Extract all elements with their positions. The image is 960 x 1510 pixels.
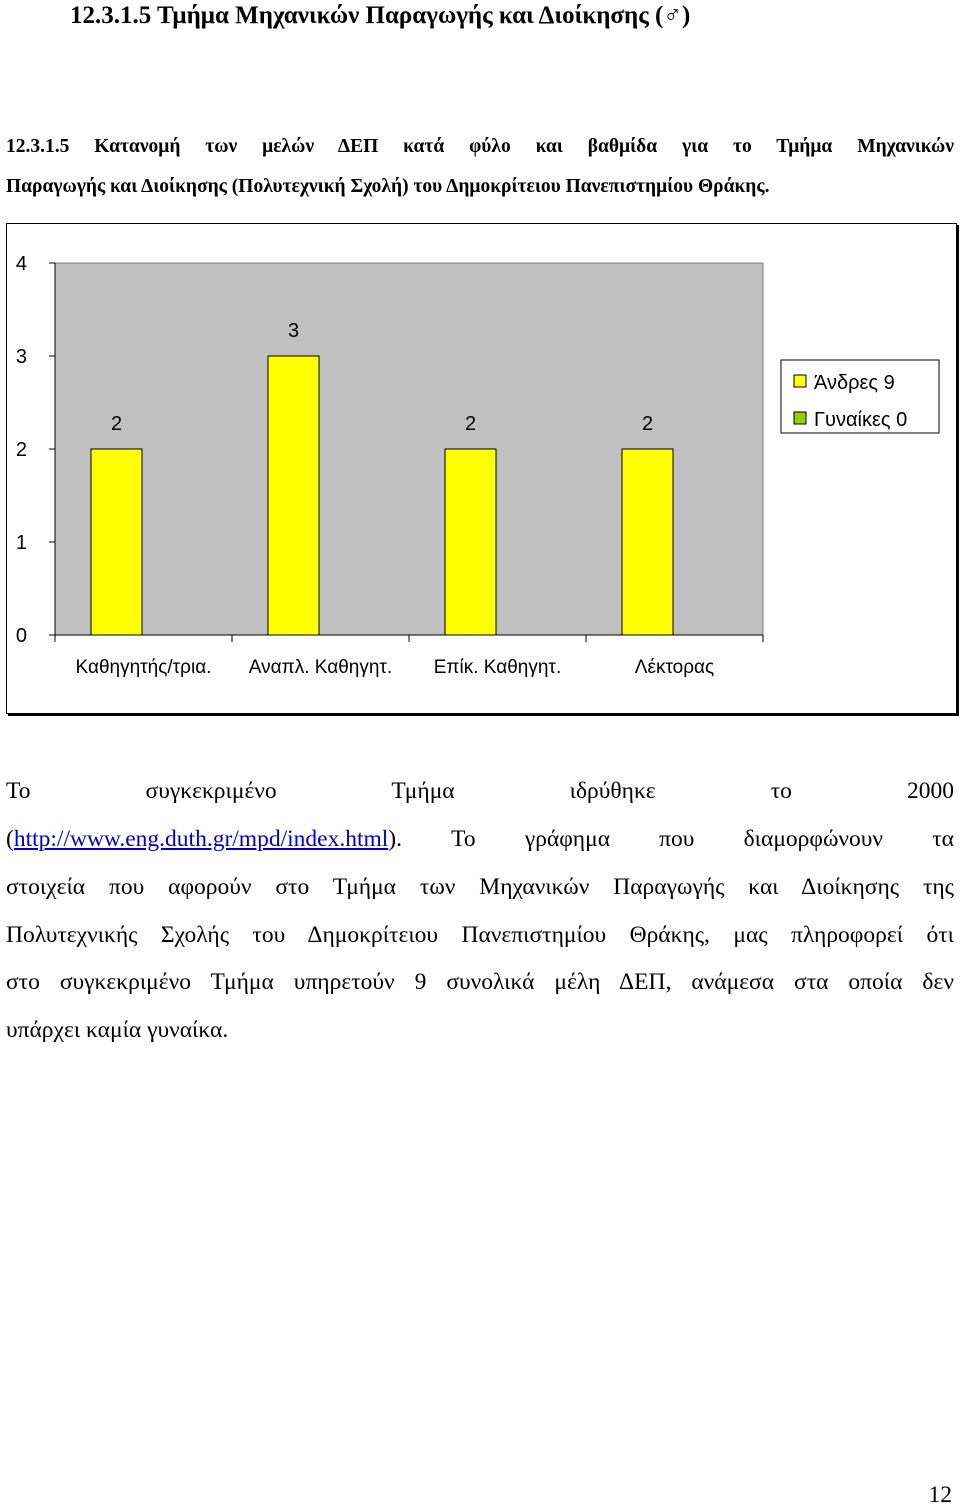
y-tick-label: 0 bbox=[15, 625, 27, 647]
bar-chart bbox=[7, 224, 956, 713]
paragraph-line-3: στοιχεία που αφορούν στο Τμήμα των Μηχανικών Παραγωγής και Διοίκησης της bbox=[6, 874, 954, 900]
paragraph-line-4: Πολυτεχνικής Σχολής του Δημοκρίτειου Πανεπιστημίου Θράκης, μας πληροφορεί ότι bbox=[6, 922, 954, 948]
legend-label: Γυναίκες 0 bbox=[814, 409, 908, 431]
paragraph-line-6: υπάρχει καμία γυναίκα. bbox=[6, 1017, 229, 1043]
x-tick-label: Καθηγητής/τρια. bbox=[75, 657, 212, 678]
paragraph-line-2-rest: ). Το γράφημα που διαμορφώνουν τα bbox=[388, 826, 954, 852]
figure-caption-line-2: Παραγωγής και Διοίκησης (Πολυτεχνική Σχολή) του Δημοκρίτειου Πανεπιστημίου Θράκης. bbox=[6, 176, 770, 197]
paragraph-line-2 bbox=[6, 826, 954, 853]
bar-men bbox=[622, 449, 673, 635]
bar-men bbox=[268, 356, 319, 635]
data-label: 2 bbox=[110, 413, 123, 435]
paragraph-line-5: στο συγκεκριμένο Τμήμα υπηρετούν 9 συνολικά μέλη ΔΕΠ, ανάμεσα στα οποία δεν bbox=[6, 969, 954, 995]
website-link[interactable]: http://www.eng.duth.gr/mpd/index.html bbox=[13, 826, 389, 852]
data-label: 3 bbox=[287, 320, 300, 342]
x-tick-label: Λέκτορας bbox=[634, 657, 715, 678]
page-number: 12 bbox=[928, 1482, 952, 1508]
legend-label: Άνδρες 9 bbox=[814, 372, 895, 394]
x-tick-label: Αναπλ. Καθηγητ. bbox=[248, 657, 393, 678]
figure-caption-line-1: 12.3.1.5 Κατανομή των μελών ΔΕΠ κατά φύλο και βαθμίδα για το Τμήμα Μηχανικών bbox=[6, 136, 954, 157]
paren-open: ( bbox=[6, 826, 14, 852]
y-tick-label: 2 bbox=[15, 439, 27, 461]
paragraph-line-1: Το συγκεκριμένο Τμήμα ιδρύθηκε το 2000 bbox=[6, 778, 954, 804]
x-tick-label: Επίκ. Καθηγητ. bbox=[433, 657, 562, 678]
bar-men bbox=[445, 449, 496, 635]
legend-swatch bbox=[794, 375, 806, 387]
y-tick-label: 3 bbox=[15, 346, 27, 368]
y-tick-label: 4 bbox=[15, 253, 27, 275]
legend-swatch bbox=[794, 412, 806, 424]
y-tick-label: 1 bbox=[15, 532, 27, 554]
data-label: 2 bbox=[464, 413, 477, 435]
data-label: 2 bbox=[641, 413, 654, 435]
bar-men bbox=[91, 449, 142, 635]
chart-frame bbox=[6, 223, 957, 714]
section-heading: 12.3.1.5 Τμήμα Μηχανικών Παραγωγής και Διοίκησης (♂) bbox=[70, 2, 691, 29]
